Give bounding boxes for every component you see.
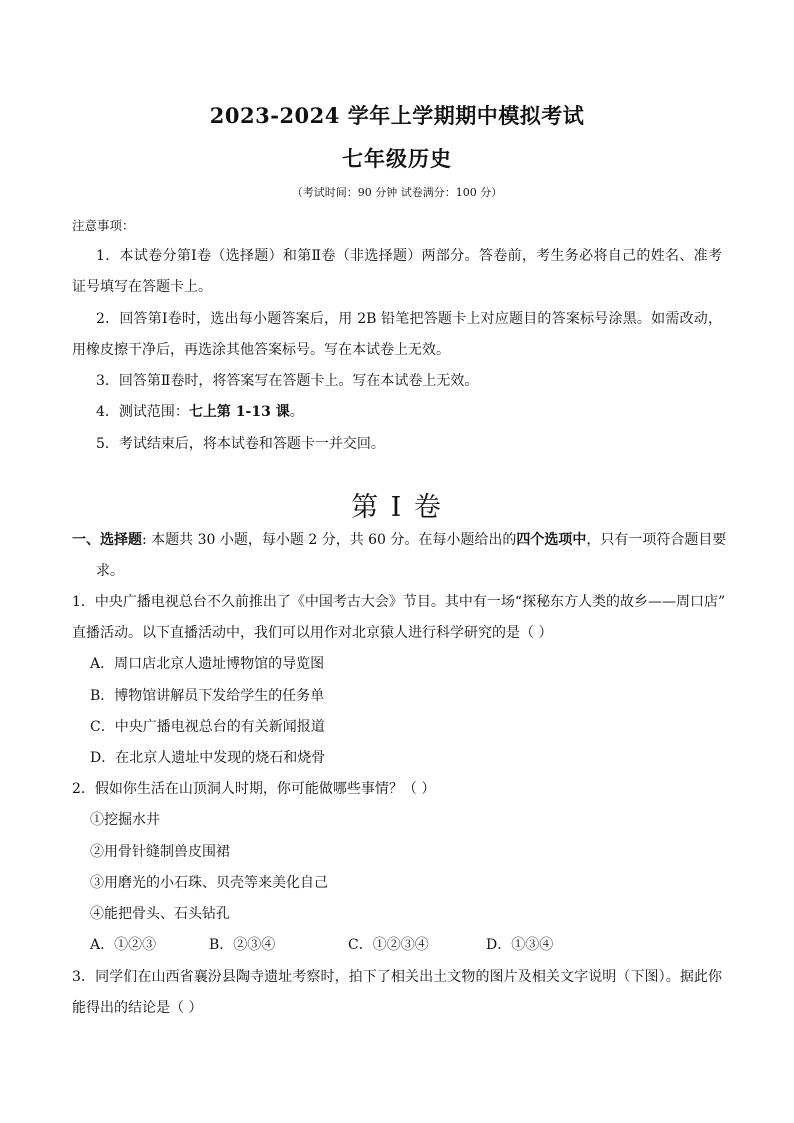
question-2-option-b: B．②③④ (209, 937, 276, 953)
question-2-option-a: A．①②③ (90, 937, 157, 953)
section-intro-line-2: 求。 (96, 563, 124, 579)
notice-item-3: 3．回答第Ⅱ卷时，将答案写在答题卡上。写在本试卷上无效。 (96, 373, 479, 389)
question-2-statement-3: ③用磨光的小石珠、贝壳等来美化自己 (90, 875, 328, 891)
test-scope: 七上第 1-13 课 (188, 404, 290, 420)
notice-item-2-line-1: 2．回答第Ⅰ卷时，选出每小题答案后，用 2B 铅笔把答题卡上对应题目的答案标号涂黑。如需改动， (96, 311, 722, 327)
question-2-option-c: C．①②③④ (348, 937, 429, 953)
notice-item-5: 5．考试结束后，将本试卷和答题卡一并交回。 (96, 436, 385, 452)
question-3-line-2: 能得出的结论是（ ） (72, 1000, 203, 1016)
question-2-statement-2: ②用骨针缝制兽皮围裙 (90, 844, 230, 860)
section-intro-label: 一、选择题 (72, 532, 142, 548)
notice-item-4-suffix: 。 (289, 404, 304, 420)
notice-item-2-line-2: 用橡皮擦干净后，再选涂其他答案标号。写在本试卷上无效。 (72, 342, 450, 358)
question-2-statement-1: ①挖掘水井 (90, 812, 160, 828)
question-2-option-d: D．①③④ (486, 937, 554, 953)
section-intro-emphasis: 四个选项中 (516, 532, 587, 548)
exam-subject: 七年级历史 (342, 146, 452, 171)
question-1-option-d: D．在北京人遗址中发现的烧石和烧骨 (90, 750, 326, 766)
notice-item-4 (96, 402, 304, 422)
notice-item-1-line-2: 证号填写在答题卡上。 (72, 279, 212, 295)
question-1-option-a: A．周口店北京人遗址博物馆的导览图 (90, 656, 325, 672)
notice-item-4-prefix: 4．测试范围： (96, 404, 189, 420)
section-intro-line-1 (72, 530, 727, 550)
question-1-line-1: 1．中央广播电视总台不久前推出了《中国考古大会》节目。其中有一场“探秘东方人类的故乡——周口店” (72, 594, 726, 610)
section-title: 第 I 卷 (351, 492, 443, 523)
question-2-line-1: 2．假如你生活在山顶洞人时期，你可能做哪些事情？（ ） (72, 781, 436, 797)
question-1-option-c: C．中央广播电视总台的有关新闻报道 (90, 719, 325, 735)
exam-title: 2023-2024 学年上学期期中模拟考试 (209, 103, 585, 128)
section-intro-text: : 本题共 30 小题，每小题 2 分，共 60 分。在每小题给出的 (142, 532, 517, 548)
question-2-statement-4: ④能把骨头、石头钻孔 (90, 906, 230, 922)
notice-heading: 注意事项： (72, 218, 135, 233)
question-1-option-b: B．博物馆讲解员下发给学生的任务单 (90, 688, 325, 704)
question-3-line-1: 3．同学们在山西省襄汾县陶寺遗址考察时，拍下了相关出土文物的图片及相关文字说明（下图）。据此你 (72, 969, 722, 985)
section-intro-text-end: ，只有一项符合题目要 (586, 532, 727, 548)
question-1-line-2: 直播活动。以下直播活动中，我们可以用作对北京猿人进行科学研究的是（ ） (72, 625, 553, 641)
notice-item-1-line-1: 1．本试卷分第Ⅰ卷（选择题）和第Ⅱ卷（非选择题）两部分。答卷前，考生务必将自己的姓名、准考 (96, 248, 722, 264)
exam-info: （考试时间：90 分钟 试卷满分：100 分） (291, 186, 503, 199)
